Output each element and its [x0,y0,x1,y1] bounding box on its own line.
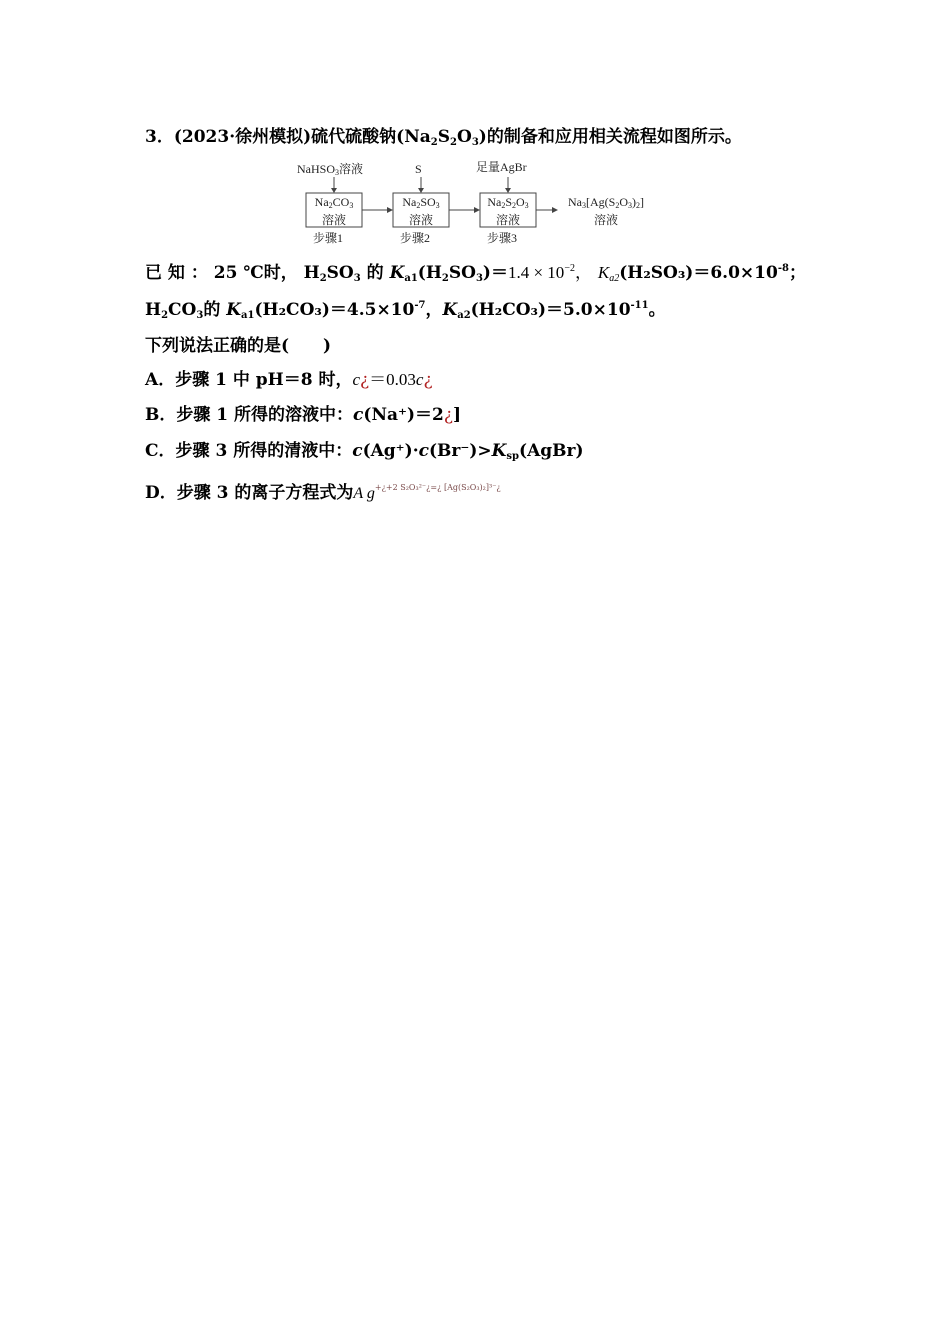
option-c[interactable]: C．步骤 3 所得的清液中：$c(Ag^+)\cdot c(Br^-)>K_{sp}(AgBr)$ [145,441,584,462]
reagent-s: S [415,162,422,176]
option-b[interactable]: B．步骤 1 所得的溶液中：c(Na⁺)＝2¿] [145,405,462,425]
given-line-1: 已 知 ： 25 ℃时， $H_2SO_3$ 的 $K_{a1}(H_2SO_3)=1.4 \times 10^{-2}$， $K_{a2}(H_2SO_3)=6.0\times 10^{-8}$； [145,263,806,284]
product-label: Na3[Ag(S2O3)2] 溶液 [567,195,644,227]
reagent-agbr: 足量AgBr [476,160,527,174]
stem-text-tail: )的制备和应用相关流程如图所示。 [478,127,742,147]
h2co3-ka2: (H₂CO₃)＝5.0×10 [470,300,631,320]
question-number: 3． [145,127,174,147]
step3-label: 步骤3 [487,231,518,245]
h2co3-ka1: (H₂CO₃)＝4.5×10 [254,300,415,320]
box2-label: Na2SO3 溶液 [402,195,440,227]
ka2-value: (H₂SO₃)＝6.0×10 [619,263,778,283]
given-line-2: $H_2CO_3$的 $K_{a1}(H_2CO_3)=4.5\times 10^{-7}$，$K_{a2}(H_2CO_3)=5.0\times 10^{-11}$。 [145,300,666,321]
stem-text: 硫代硫酸钠(Na [311,127,431,147]
option-d[interactable]: D．步骤 3 的离子方程式为A $g^{+¿+2 S_2O_3^{2-}¿=¿ [Ag(S_2O_3)_2]^{3-}¿}$ [145,483,501,503]
box1-label: Na2CO3 溶液 [314,195,354,227]
question-source: (2023·徐州模拟) [173,127,312,147]
question-stem: 3．(2023·徐州模拟)硫代硫酸钠$(Na_2S_2O_3)$的制备和应用相关流程如图所示。 [145,127,742,148]
reagent-nahso3: NaHSO3溶液 [297,162,364,177]
ka1-value: 1.4 × 10 [507,263,565,282]
step1-label: 步骤1 [313,231,344,245]
step2-label: 步骤2 [400,231,431,245]
process-flow-diagram [295,160,655,252]
option-d-equation: +¿+2 S₂O₃²⁻¿=¿ [Ag(S₂O₃)₂]³⁻¿ [374,483,501,492]
question-prompt: 下列说法正确的是( ) [145,336,332,356]
box3-label: Na2S2O3 溶液 [487,195,529,227]
option-a[interactable]: A．步骤 1 中 pH＝8 时，c¿＝0.03c¿ [145,370,433,390]
